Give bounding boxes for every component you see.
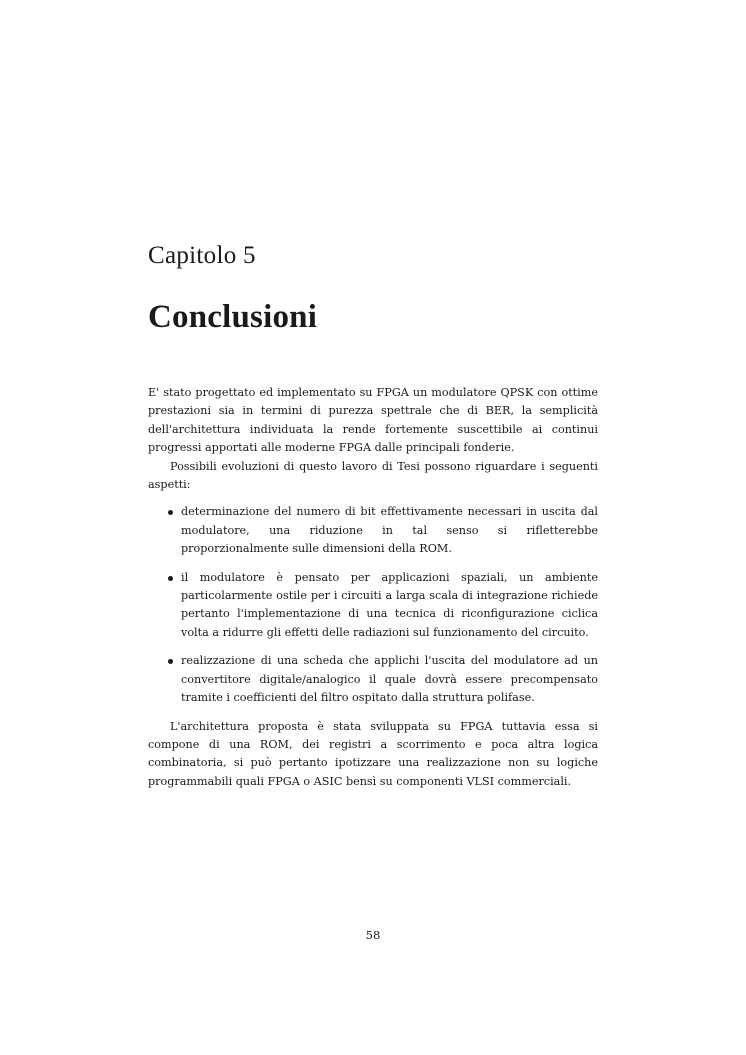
list-item — [148, 652, 598, 707]
evolution-list — [148, 503, 598, 707]
chapter-label: Capitolo 5 — [148, 242, 256, 269]
list-item-text: determinazione del numero di bit effettivamente necessari in uscita dal modulatore, una riduzione in tal senso si rifletterebbe proporzionalmente sulle dimensioni della ROM. — [181, 505, 598, 556]
chapter-title: Conclusioni — [148, 299, 318, 335]
list-item — [148, 569, 598, 643]
page-number: 58 — [365, 928, 381, 942]
bullet-icon — [168, 659, 173, 664]
body-text — [148, 384, 598, 791]
closing-paragraph: L'architettura proposta è stata sviluppata su FPGA tuttavia essa si compone di una ROM, dei registri a scorrimento e poca altra logica combinatoria, si può pertanto ipotizzare una realizzazione non su logiche programmabili quali FPGA o ASIC bensì su componenti VLSI commerciali. — [148, 719, 598, 788]
intro-paragraph: E' stato progettato ed implementato su FPGA un modulatore QPSK con ottime prestazioni sia in termini di purezza spettrale che di BER, la semplicità dell'architettura individuata la rende fortemente suscettibile ai continui progressi apportati alle moderne FPGA dalle principali fonderie. — [148, 386, 598, 455]
lead-paragraph: Possibili evoluzioni di questo lavoro di Tesi possono riguardare i seguenti aspetti: — [148, 459, 598, 492]
bullet-icon — [168, 576, 173, 581]
list-item-text: il modulatore è pensato per applicazioni spaziali, un ambiente particolarmente ostile per i circuiti a larga scala di integrazione richiede pertanto l'implementazione di una tecnica di riconfigurazione ciclica volta a ridurre gli effetti delle radiazioni sul funzionamento del circuito. — [181, 570, 598, 639]
list-item-text: realizzazione di una scheda che applichi l'uscita del modulatore ad un convertitore digitale/analogico il quale dovrà essere precompensato tramite i coefficienti del filtro ospitato dalla struttura polifase. — [181, 654, 598, 705]
list-item — [148, 503, 598, 558]
bullet-icon — [168, 510, 173, 515]
